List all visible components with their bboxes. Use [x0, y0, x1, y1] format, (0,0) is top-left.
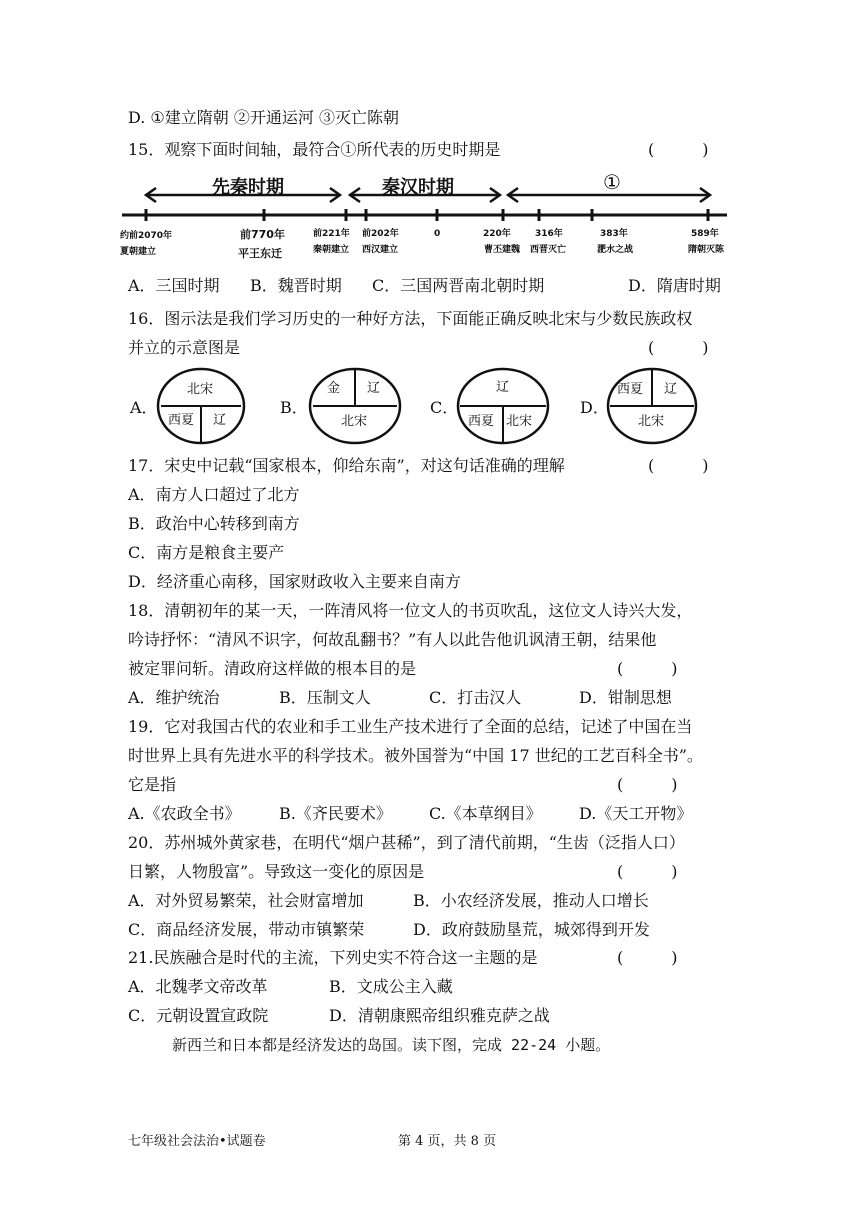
region-bottom-right: 辽: [213, 413, 227, 428]
tick-year: 前770年: [240, 228, 285, 241]
q22-24-intro: 新西兰和日本都是经济发达的岛国。读下图，完成 22-24 小题。: [172, 1036, 611, 1054]
region-top-left: 西夏: [617, 382, 644, 397]
q16-diagram-a: [156, 366, 246, 446]
q18-option-b: B．压制文人: [279, 688, 371, 707]
q20-option-d: D．政府鼓励垦荒，城郊得到开发: [413, 920, 650, 939]
q20-stem-line2: 日繁，人物殷富”。导致这一变化的原因是: [128, 862, 425, 881]
q18-option-d: D．钳制思想: [579, 688, 672, 707]
tick-year: 前221年: [313, 229, 350, 239]
q17-option-c: C．南方是粮食主要产: [128, 543, 285, 562]
q19-stem-line1: 19．它对我国古代的农业和手工业生产技术进行了全面的总结，记述了中国在当: [128, 717, 693, 736]
q21-option-c: C．元朝设置宣政院: [128, 1006, 269, 1025]
period-circle-one: ①: [603, 170, 621, 194]
q16-answer-paren: ( ): [648, 338, 709, 357]
region-top: 北宋: [187, 382, 214, 397]
q16-letter-a: A．: [130, 398, 158, 417]
region-bottom: 北宋: [638, 414, 665, 429]
tick-event: 隋朝灭陈: [688, 245, 725, 255]
q16-diagram-b: [308, 366, 402, 446]
tick-event: 西汉建立: [362, 245, 399, 255]
q16-letter-b: B．: [280, 398, 308, 417]
q21-stem: 21.民族融合是时代的主流，下列史实不符合这一主题的是: [128, 948, 538, 967]
region-top-left: 金: [327, 381, 341, 396]
timeline: [0, 0, 860, 280]
q20-answer-paren: ( ): [617, 862, 678, 881]
q19-answer-paren: ( ): [617, 775, 678, 794]
region-bottom-right: 北宋: [506, 414, 533, 429]
tick-event: 淝水之战: [597, 245, 634, 255]
q20-option-a: A．对外贸易繁荣，社会财富增加: [128, 891, 364, 910]
q19-stem-line3: 它是指: [128, 775, 177, 794]
tick-year: 0: [434, 229, 441, 239]
region-bottom: 北宋: [341, 414, 368, 429]
q14-option-d: D. ①建立隋朝 ②开通运河 ③灭亡陈朝: [128, 108, 399, 127]
q17-option-b: B．政治中心转移到南方: [128, 514, 300, 533]
q18-answer-paren: ( ): [617, 659, 678, 678]
region-top-right: 辽: [367, 381, 381, 396]
q19-stem-line2: 时世界上具有先进水平的科学技术。被外国誉为“中国 17 世纪的工艺百科全书”。: [128, 746, 703, 765]
q15-option-c: C．三国两晋南北朝时期: [372, 276, 545, 295]
q15-option-a: A．三国时期: [128, 276, 220, 295]
q19-option-b: B.《齐民要术》: [279, 804, 392, 823]
q15-stem: 15．观察下面时间轴，最符合①所代表的历史时期是: [128, 140, 501, 159]
tick-event: 平王东迁: [238, 247, 282, 260]
q18-stem-line2: 吟诗抒怀：“清风不识字，何故乱翻书？”有人以此告他讥讽清王朝，结果他: [128, 630, 657, 649]
circle-diagram-a: [156, 366, 246, 446]
q21-option-a: A．北魏孝文帝改革: [128, 977, 268, 996]
q17-stem: 17．宋史中记载“国家根本，仰给东南”，对这句话准确的理解: [128, 456, 565, 475]
q16-stem-line2: 并立的示意图是: [128, 338, 241, 357]
region-top-right: 辽: [664, 382, 678, 397]
q16-stem-line1: 16．图示法是我们学习历史的一种好方法，下面能正确反映北宋与少数民族政权: [128, 309, 693, 328]
q16-diagram-c: [456, 366, 550, 446]
footer-page-number: 第 4 页，共 8 页: [398, 1134, 497, 1149]
tick-year: 220年: [483, 229, 511, 239]
q20-option-c: C．商品经济发展，带动市镇繁荣: [128, 920, 365, 939]
q20-option-b: B．小农经济发展，推动人口增长: [413, 891, 649, 910]
circle-diagram-b: [308, 366, 402, 446]
q17-option-d: D．经济重心南移，国家财政收入主要来自南方: [128, 572, 461, 591]
tick-year: 316年: [535, 229, 563, 239]
tick-event: 夏朝建立: [120, 247, 157, 257]
q15-option-b: B．魏晋时期: [250, 276, 342, 295]
footer-exam-title: 七年级社会法治•试题卷: [128, 1134, 266, 1149]
tick-event: 秦朝建立: [313, 245, 350, 255]
tick-event: 曹丕建魏: [484, 245, 521, 255]
q19-option-c: C.《本草纲目》: [429, 804, 542, 823]
q20-stem-line1: 20．苏州城外黄家巷，在明代“烟户甚稀”，到了清代前期，“生齿（泛指人口）: [128, 833, 685, 852]
q18-stem-line3: 被定罪问斩。清政府这样做的根本目的是: [128, 659, 417, 678]
period-qin-han: 秦汉时期: [382, 177, 454, 198]
q18-stem-line1: 18．清朝初年的某一天，一阵清风将一位文人的书页吹乱，这位文人诗兴大发，: [128, 601, 693, 620]
q17-option-a: A．南方人口超过了北方: [128, 485, 300, 504]
circle-diagram-d: [606, 366, 698, 446]
q16-diagram-d: [606, 366, 698, 446]
q16-letter-c: C．: [430, 398, 459, 417]
q19-option-a: A.《农政全书》: [128, 804, 241, 823]
period-pre-qin: 先秦时期: [212, 177, 284, 198]
region-bottom-left: 西夏: [168, 413, 195, 428]
tick-year: 约前2070年: [120, 231, 173, 241]
q16-letter-d: D．: [580, 398, 609, 417]
tick-year: 383年: [600, 229, 628, 239]
tick-year: 589年: [691, 229, 719, 239]
q15-answer-paren: ( ): [648, 140, 709, 159]
q18-option-c: C．打击汉人: [429, 688, 522, 707]
region-bottom-left: 西夏: [468, 414, 495, 429]
circle-diagram-c: [456, 366, 550, 446]
tick-event: 西晋灭亡: [530, 245, 567, 255]
q17-answer-paren: ( ): [648, 456, 709, 475]
q19-option-d: D.《天工开物》: [579, 804, 693, 823]
q15-option-d: D．隋唐时期: [628, 276, 721, 295]
q21-option-d: D．清朝康熙帝组织雅克萨之战: [329, 1006, 550, 1025]
q21-option-b: B．文成公主入藏: [329, 977, 453, 996]
q18-option-a: A．维护统治: [128, 688, 220, 707]
region-top: 辽: [496, 380, 510, 395]
tick-year: 前202年: [362, 229, 399, 239]
q21-answer-paren: ( ): [617, 948, 678, 967]
